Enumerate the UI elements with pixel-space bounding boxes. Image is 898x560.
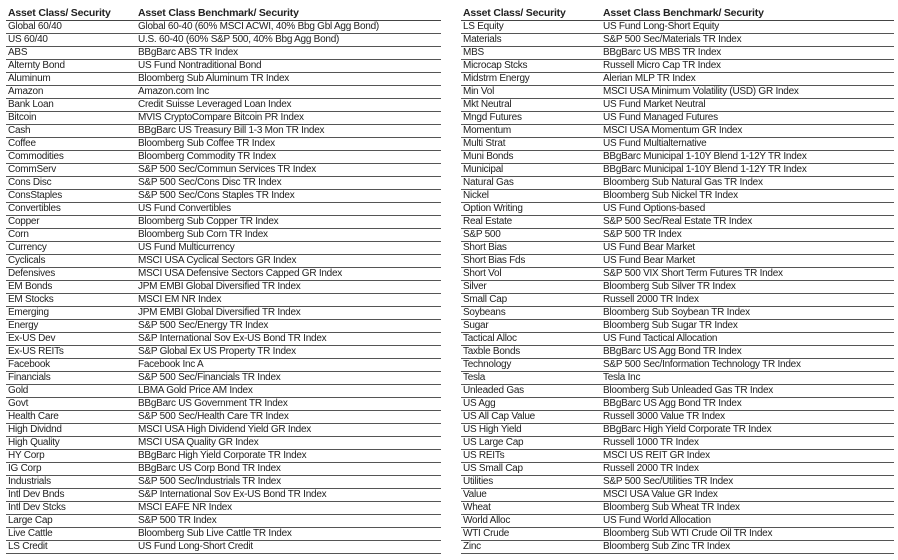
table-row bbox=[461, 216, 894, 229]
asset-class-cell: S&P 500 bbox=[461, 229, 601, 242]
benchmark-cell: MSCI EM NR Index bbox=[136, 294, 441, 307]
table-row bbox=[6, 177, 441, 190]
asset-class-cell: ABS bbox=[6, 47, 136, 60]
benchmark-cell: BBgBarc US Treasury Bill 1-3 Mon TR Index bbox=[136, 125, 441, 138]
benchmark-cell: JPM EMBI Global Diversified TR Index bbox=[136, 307, 441, 320]
table-row bbox=[461, 190, 894, 203]
table-row bbox=[6, 346, 441, 359]
table-row bbox=[461, 489, 894, 502]
benchmark-cell: US Fund Tactical Allocation bbox=[601, 333, 894, 346]
benchmark-cell: S&P 500 Sec/Cons Disc TR Index bbox=[136, 177, 441, 190]
benchmark-cell: S&P 500 Sec/Utilities TR Index bbox=[601, 476, 894, 489]
asset-class-cell: Municipal bbox=[461, 164, 601, 177]
benchmark-cell: BBgBarc ABS TR Index bbox=[136, 47, 441, 60]
asset-class-cell: US All Cap Value bbox=[461, 411, 601, 424]
benchmark-cell: Bloomberg Commodity TR Index bbox=[136, 151, 441, 164]
table-row bbox=[6, 242, 441, 255]
benchmark-cell: S&P 500 Sec/Financials TR Index bbox=[136, 372, 441, 385]
asset-class-cell: US Large Cap bbox=[461, 437, 601, 450]
asset-class-cell: Tesla bbox=[461, 372, 601, 385]
asset-class-cell: Large Cap bbox=[6, 515, 136, 528]
benchmark-cell: US Fund World Allocation bbox=[601, 515, 894, 528]
benchmark-cell: S&P International Sov Ex-US Bond TR Index bbox=[136, 489, 441, 502]
table-row bbox=[6, 515, 441, 528]
asset-class-cell: US Agg bbox=[461, 398, 601, 411]
asset-class-cell: Microcap Stcks bbox=[461, 60, 601, 73]
table-row bbox=[461, 541, 894, 554]
table-row bbox=[461, 528, 894, 541]
table-row bbox=[461, 281, 894, 294]
asset-class-cell: Mkt Neutral bbox=[461, 99, 601, 112]
table-row bbox=[461, 177, 894, 190]
benchmark-cell: US Fund Long-Short Credit bbox=[136, 541, 441, 554]
table-row bbox=[461, 385, 894, 398]
benchmark-cell: Alerian MLP TR Index bbox=[601, 73, 894, 86]
benchmark-cell: BBgBarc US Agg Bond TR Index bbox=[601, 346, 894, 359]
benchmark-cell: MSCI USA Momentum GR Index bbox=[601, 125, 894, 138]
asset-class-cell: Coffee bbox=[6, 138, 136, 151]
benchmark-cell: S&P 500 TR Index bbox=[136, 515, 441, 528]
benchmark-cell: Bloomberg Sub Corn TR Index bbox=[136, 229, 441, 242]
table-row bbox=[6, 424, 441, 437]
table-row bbox=[6, 112, 441, 125]
asset-class-cell: Bitcoin bbox=[6, 112, 136, 125]
table-row bbox=[461, 86, 894, 99]
asset-class-cell: Utilities bbox=[461, 476, 601, 489]
asset-class-cell: Tactical Alloc bbox=[461, 333, 601, 346]
benchmark-cell: MVIS CryptoCompare Bitcoin PR Index bbox=[136, 112, 441, 125]
benchmark-cell: S&P 500 VIX Short Term Futures TR Index bbox=[601, 268, 894, 281]
asset-class-cell: WTI Crude bbox=[461, 528, 601, 541]
asset-class-cell: Energy bbox=[6, 320, 136, 333]
asset-class-cell: Momentum bbox=[461, 125, 601, 138]
asset-class-cell: Ex-US Dev bbox=[6, 333, 136, 346]
benchmark-cell: MSCI USA Defensive Sectors Capped GR Index bbox=[136, 268, 441, 281]
benchmark-cell: BBgBarc High Yield Corporate TR Index bbox=[136, 450, 441, 463]
benchmark-cell: S&P 500 Sec/Energy TR Index bbox=[136, 320, 441, 333]
benchmark-cell: S&P Global Ex US Property TR Index bbox=[136, 346, 441, 359]
table-row bbox=[6, 450, 441, 463]
benchmark-cell: BBgBarc US Agg Bond TR Index bbox=[601, 398, 894, 411]
asset-class-cell: Short Bias bbox=[461, 242, 601, 255]
table-row bbox=[6, 86, 441, 99]
asset-class-cell: Short Vol bbox=[461, 268, 601, 281]
table-row bbox=[6, 203, 441, 216]
benchmark-cell: MSCI USA Cyclical Sectors GR Index bbox=[136, 255, 441, 268]
benchmark-cell: BBgBarc US Government TR Index bbox=[136, 398, 441, 411]
table-row bbox=[6, 398, 441, 411]
benchmark-cell: BBgBarc Municipal 1-10Y Blend 1-12Y TR Index bbox=[601, 151, 894, 164]
table-row bbox=[461, 255, 894, 268]
benchmark-header: Asset Class Benchmark/ Security bbox=[136, 6, 441, 21]
asset-class-cell: US 60/40 bbox=[6, 34, 136, 47]
asset-class-cell: Govt bbox=[6, 398, 136, 411]
benchmark-cell: Russell 1000 TR Index bbox=[601, 437, 894, 450]
table-row bbox=[6, 190, 441, 203]
asset-class-cell: IG Corp bbox=[6, 463, 136, 476]
benchmark-cell: MSCI USA High Dividend Yield GR Index bbox=[136, 424, 441, 437]
asset-class-cell: Midstrm Energy bbox=[461, 73, 601, 86]
benchmark-cell: BBgBarc Municipal 1-10Y Blend 1-12Y TR Index bbox=[601, 164, 894, 177]
asset-class-cell: Copper bbox=[6, 216, 136, 229]
benchmark-cell: Amazon.com Inc bbox=[136, 86, 441, 99]
table-row bbox=[6, 333, 441, 346]
asset-class-cell: Live Cattle bbox=[6, 528, 136, 541]
table-row bbox=[461, 502, 894, 515]
benchmark-cell: US Fund Convertibles bbox=[136, 203, 441, 216]
table-row bbox=[6, 216, 441, 229]
table-row bbox=[461, 372, 894, 385]
asset-class-cell: EM Bonds bbox=[6, 281, 136, 294]
table-row bbox=[461, 203, 894, 216]
table-row bbox=[6, 294, 441, 307]
table-row bbox=[461, 424, 894, 437]
table-row bbox=[6, 229, 441, 242]
asset-class-cell: Natural Gas bbox=[461, 177, 601, 190]
table-row bbox=[6, 359, 441, 372]
table-row bbox=[461, 515, 894, 528]
asset-class-cell: Corn bbox=[6, 229, 136, 242]
table-row bbox=[461, 333, 894, 346]
table-row bbox=[6, 476, 441, 489]
table-row bbox=[461, 21, 894, 34]
table-row bbox=[6, 73, 441, 86]
table-row bbox=[461, 268, 894, 281]
benchmark-cell: MSCI USA Value GR Index bbox=[601, 489, 894, 502]
asset-class-cell: US High Yield bbox=[461, 424, 601, 437]
asset-class-cell: Defensives bbox=[6, 268, 136, 281]
left-benchmark-table bbox=[6, 6, 441, 554]
benchmark-cell: U.S. 60-40 (60% S&P 500, 40% Bbg Agg Bond) bbox=[136, 34, 441, 47]
benchmark-cell: JPM EMBI Global Diversified TR Index bbox=[136, 281, 441, 294]
benchmark-cell: US Fund Managed Futures bbox=[601, 112, 894, 125]
benchmark-cell: Bloomberg Sub Aluminum TR Index bbox=[136, 73, 441, 86]
table-row bbox=[461, 138, 894, 151]
benchmark-cell: Bloomberg Sub Sugar TR Index bbox=[601, 320, 894, 333]
table-row bbox=[6, 99, 441, 112]
table-row bbox=[461, 450, 894, 463]
asset-class-cell: Min Vol bbox=[461, 86, 601, 99]
right-benchmark-table bbox=[461, 6, 894, 554]
table-row bbox=[6, 255, 441, 268]
asset-class-cell: High Quality bbox=[6, 437, 136, 450]
table-row bbox=[6, 281, 441, 294]
table-row bbox=[6, 125, 441, 138]
benchmark-cell: S&P 500 Sec/Industrials TR Index bbox=[136, 476, 441, 489]
benchmark-cell: Bloomberg Sub Zinc TR Index bbox=[601, 541, 894, 554]
left-table-body bbox=[6, 21, 441, 554]
asset-class-cell: Mngd Futures bbox=[461, 112, 601, 125]
asset-class-cell: Ex-US REITs bbox=[6, 346, 136, 359]
benchmark-cell: BBgBarc US Corp Bond TR Index bbox=[136, 463, 441, 476]
asset-class-cell: US Small Cap bbox=[461, 463, 601, 476]
asset-class-cell: Gold bbox=[6, 385, 136, 398]
asset-class-cell: LS Credit bbox=[6, 541, 136, 554]
asset-class-cell: Unleaded Gas bbox=[461, 385, 601, 398]
benchmark-cell: BBgBarc High Yield Corporate TR Index bbox=[601, 424, 894, 437]
table-row bbox=[461, 112, 894, 125]
benchmark-cell: Russell 3000 Value TR Index bbox=[601, 411, 894, 424]
asset-class-cell: Intl Dev Stcks bbox=[6, 502, 136, 515]
benchmark-cell: Bloomberg Sub Wheat TR Index bbox=[601, 502, 894, 515]
benchmark-cell: Bloomberg Sub Soybean TR Index bbox=[601, 307, 894, 320]
table-row bbox=[461, 307, 894, 320]
benchmark-cell: S&P 500 TR Index bbox=[601, 229, 894, 242]
table-row bbox=[461, 346, 894, 359]
right-header-row bbox=[461, 6, 894, 21]
benchmark-cell: US Fund Nontraditional Bond bbox=[136, 60, 441, 73]
table-row bbox=[461, 229, 894, 242]
benchmark-cell: Bloomberg Sub Copper TR Index bbox=[136, 216, 441, 229]
benchmark-cell: Credit Suisse Leveraged Loan Index bbox=[136, 99, 441, 112]
table-row bbox=[6, 60, 441, 73]
benchmark-cell: US Fund Market Neutral bbox=[601, 99, 894, 112]
table-row bbox=[461, 242, 894, 255]
asset-class-cell: Nickel bbox=[461, 190, 601, 203]
benchmark-cell: LBMA Gold Price AM Index bbox=[136, 385, 441, 398]
benchmark-cell: Bloomberg Sub WTI Crude Oil TR Index bbox=[601, 528, 894, 541]
asset-class-cell: High Dividnd bbox=[6, 424, 136, 437]
table-row bbox=[461, 47, 894, 60]
benchmark-cell: Bloomberg Sub Live Cattle TR Index bbox=[136, 528, 441, 541]
benchmark-cell: Facebook Inc A bbox=[136, 359, 441, 372]
asset-class-cell: HY Corp bbox=[6, 450, 136, 463]
table-row bbox=[461, 437, 894, 450]
table-row bbox=[6, 320, 441, 333]
benchmark-cell: MSCI EAFE NR Index bbox=[136, 502, 441, 515]
asset-class-cell: CommServ bbox=[6, 164, 136, 177]
table-row bbox=[6, 385, 441, 398]
table-row bbox=[461, 34, 894, 47]
asset-class-cell: ConsStaples bbox=[6, 190, 136, 203]
table-row bbox=[461, 411, 894, 424]
asset-class-cell: Convertibles bbox=[6, 203, 136, 216]
asset-class-cell: Cash bbox=[6, 125, 136, 138]
table-row bbox=[461, 476, 894, 489]
table-row bbox=[461, 398, 894, 411]
table-row bbox=[6, 307, 441, 320]
asset-class-cell: US REITs bbox=[461, 450, 601, 463]
benchmark-cell: MSCI USA Quality GR Index bbox=[136, 437, 441, 450]
table-row bbox=[461, 320, 894, 333]
benchmark-cell: US Fund Bear Market bbox=[601, 255, 894, 268]
table-row bbox=[6, 541, 441, 554]
asset-class-cell: Soybeans bbox=[461, 307, 601, 320]
benchmark-header: Asset Class Benchmark/ Security bbox=[601, 6, 894, 21]
table-row bbox=[6, 268, 441, 281]
benchmark-cell: Global 60-40 (60% MSCI ACWI, 40% Bbg Gbl Agg Bond) bbox=[136, 21, 441, 34]
table-row bbox=[6, 411, 441, 424]
asset-class-cell: Emerging bbox=[6, 307, 136, 320]
asset-class-cell: Global 60/40 bbox=[6, 21, 136, 34]
table-row bbox=[6, 528, 441, 541]
table-row bbox=[461, 73, 894, 86]
asset-class-header: Asset Class/ Security bbox=[461, 6, 601, 21]
asset-class-cell: Cyclicals bbox=[6, 255, 136, 268]
asset-class-cell: Real Estate bbox=[461, 216, 601, 229]
table-row bbox=[461, 164, 894, 177]
asset-class-cell: Taxble Bonds bbox=[461, 346, 601, 359]
benchmark-cell: S&P International Sov Ex-US Bond TR Index bbox=[136, 333, 441, 346]
table-row bbox=[461, 151, 894, 164]
table-row bbox=[461, 125, 894, 138]
benchmark-cell: S&P 500 Sec/Cons Staples TR Index bbox=[136, 190, 441, 203]
table-row bbox=[6, 34, 441, 47]
asset-class-cell: Alternty Bond bbox=[6, 60, 136, 73]
benchmark-cell: Russell Micro Cap TR Index bbox=[601, 60, 894, 73]
asset-class-cell: Muni Bonds bbox=[461, 151, 601, 164]
table-row bbox=[6, 502, 441, 515]
benchmark-cell: S&P 500 Sec/Health Care TR Index bbox=[136, 411, 441, 424]
table-row bbox=[6, 138, 441, 151]
asset-class-cell: Technology bbox=[461, 359, 601, 372]
asset-class-cell: Aluminum bbox=[6, 73, 136, 86]
benchmark-cell: Russell 2000 TR Index bbox=[601, 294, 894, 307]
benchmark-cell: BBgBarc US MBS TR Index bbox=[601, 47, 894, 60]
table-row bbox=[461, 99, 894, 112]
asset-class-header: Asset Class/ Security bbox=[6, 6, 136, 21]
benchmark-cell: MSCI USA Minimum Volatility (USD) GR Index bbox=[601, 86, 894, 99]
table-row bbox=[461, 294, 894, 307]
left-header-row bbox=[6, 6, 441, 21]
asset-class-cell: MBS bbox=[461, 47, 601, 60]
asset-class-cell: Materials bbox=[461, 34, 601, 47]
table-row bbox=[6, 489, 441, 502]
asset-class-cell: Cons Disc bbox=[6, 177, 136, 190]
asset-class-cell: Option Writing bbox=[461, 203, 601, 216]
table-row bbox=[6, 164, 441, 177]
benchmark-cell: S&P 500 Sec/Commun Services TR Index bbox=[136, 164, 441, 177]
table-row bbox=[461, 463, 894, 476]
asset-class-cell: LS Equity bbox=[461, 21, 601, 34]
asset-class-cell: Sugar bbox=[461, 320, 601, 333]
table-row bbox=[6, 21, 441, 34]
table-row bbox=[6, 151, 441, 164]
asset-class-cell: Facebook bbox=[6, 359, 136, 372]
asset-class-cell: Health Care bbox=[6, 411, 136, 424]
table-row bbox=[461, 359, 894, 372]
table-row bbox=[461, 60, 894, 73]
asset-class-cell: Wheat bbox=[461, 502, 601, 515]
benchmark-cell: Russell 2000 TR Index bbox=[601, 463, 894, 476]
table-row bbox=[6, 47, 441, 60]
asset-class-cell: Commodities bbox=[6, 151, 136, 164]
benchmark-cell: Tesla Inc bbox=[601, 372, 894, 385]
asset-class-cell: Intl Dev Bnds bbox=[6, 489, 136, 502]
benchmark-cell: Bloomberg Sub Natural Gas TR Index bbox=[601, 177, 894, 190]
asset-class-cell: Zinc bbox=[461, 541, 601, 554]
benchmark-cell: S&P 500 Sec/Real Estate TR Index bbox=[601, 216, 894, 229]
benchmark-cell: US Fund Bear Market bbox=[601, 242, 894, 255]
asset-class-cell: EM Stocks bbox=[6, 294, 136, 307]
benchmark-cell: US Fund Long-Short Equity bbox=[601, 21, 894, 34]
asset-class-cell: Multi Strat bbox=[461, 138, 601, 151]
benchmark-cell: Bloomberg Sub Coffee TR Index bbox=[136, 138, 441, 151]
benchmark-cell: US Fund Multicurrency bbox=[136, 242, 441, 255]
benchmark-cell: Bloomberg Sub Unleaded Gas TR Index bbox=[601, 385, 894, 398]
asset-class-cell: World Alloc bbox=[461, 515, 601, 528]
asset-class-cell: Value bbox=[461, 489, 601, 502]
benchmark-cell: Bloomberg Sub Silver TR Index bbox=[601, 281, 894, 294]
table-row bbox=[6, 437, 441, 450]
asset-class-cell: Bank Loan bbox=[6, 99, 136, 112]
asset-class-cell: Short Bias Fds bbox=[461, 255, 601, 268]
asset-class-cell: Currency bbox=[6, 242, 136, 255]
asset-class-cell: Industrials bbox=[6, 476, 136, 489]
benchmark-cell: Bloomberg Sub Nickel TR Index bbox=[601, 190, 894, 203]
benchmark-cell: S&P 500 Sec/Materials TR Index bbox=[601, 34, 894, 47]
asset-class-cell: Silver bbox=[461, 281, 601, 294]
asset-class-cell: Financials bbox=[6, 372, 136, 385]
right-table-body bbox=[461, 21, 894, 554]
benchmark-cell: US Fund Multialternative bbox=[601, 138, 894, 151]
benchmark-cell: US Fund Options-based bbox=[601, 203, 894, 216]
asset-class-cell: Small Cap bbox=[461, 294, 601, 307]
asset-class-cell: Amazon bbox=[6, 86, 136, 99]
benchmark-cell: S&P 500 Sec/Information Technology TR Index bbox=[601, 359, 894, 372]
table-row bbox=[6, 372, 441, 385]
table-row bbox=[6, 463, 441, 476]
benchmark-cell: MSCI US REIT GR Index bbox=[601, 450, 894, 463]
